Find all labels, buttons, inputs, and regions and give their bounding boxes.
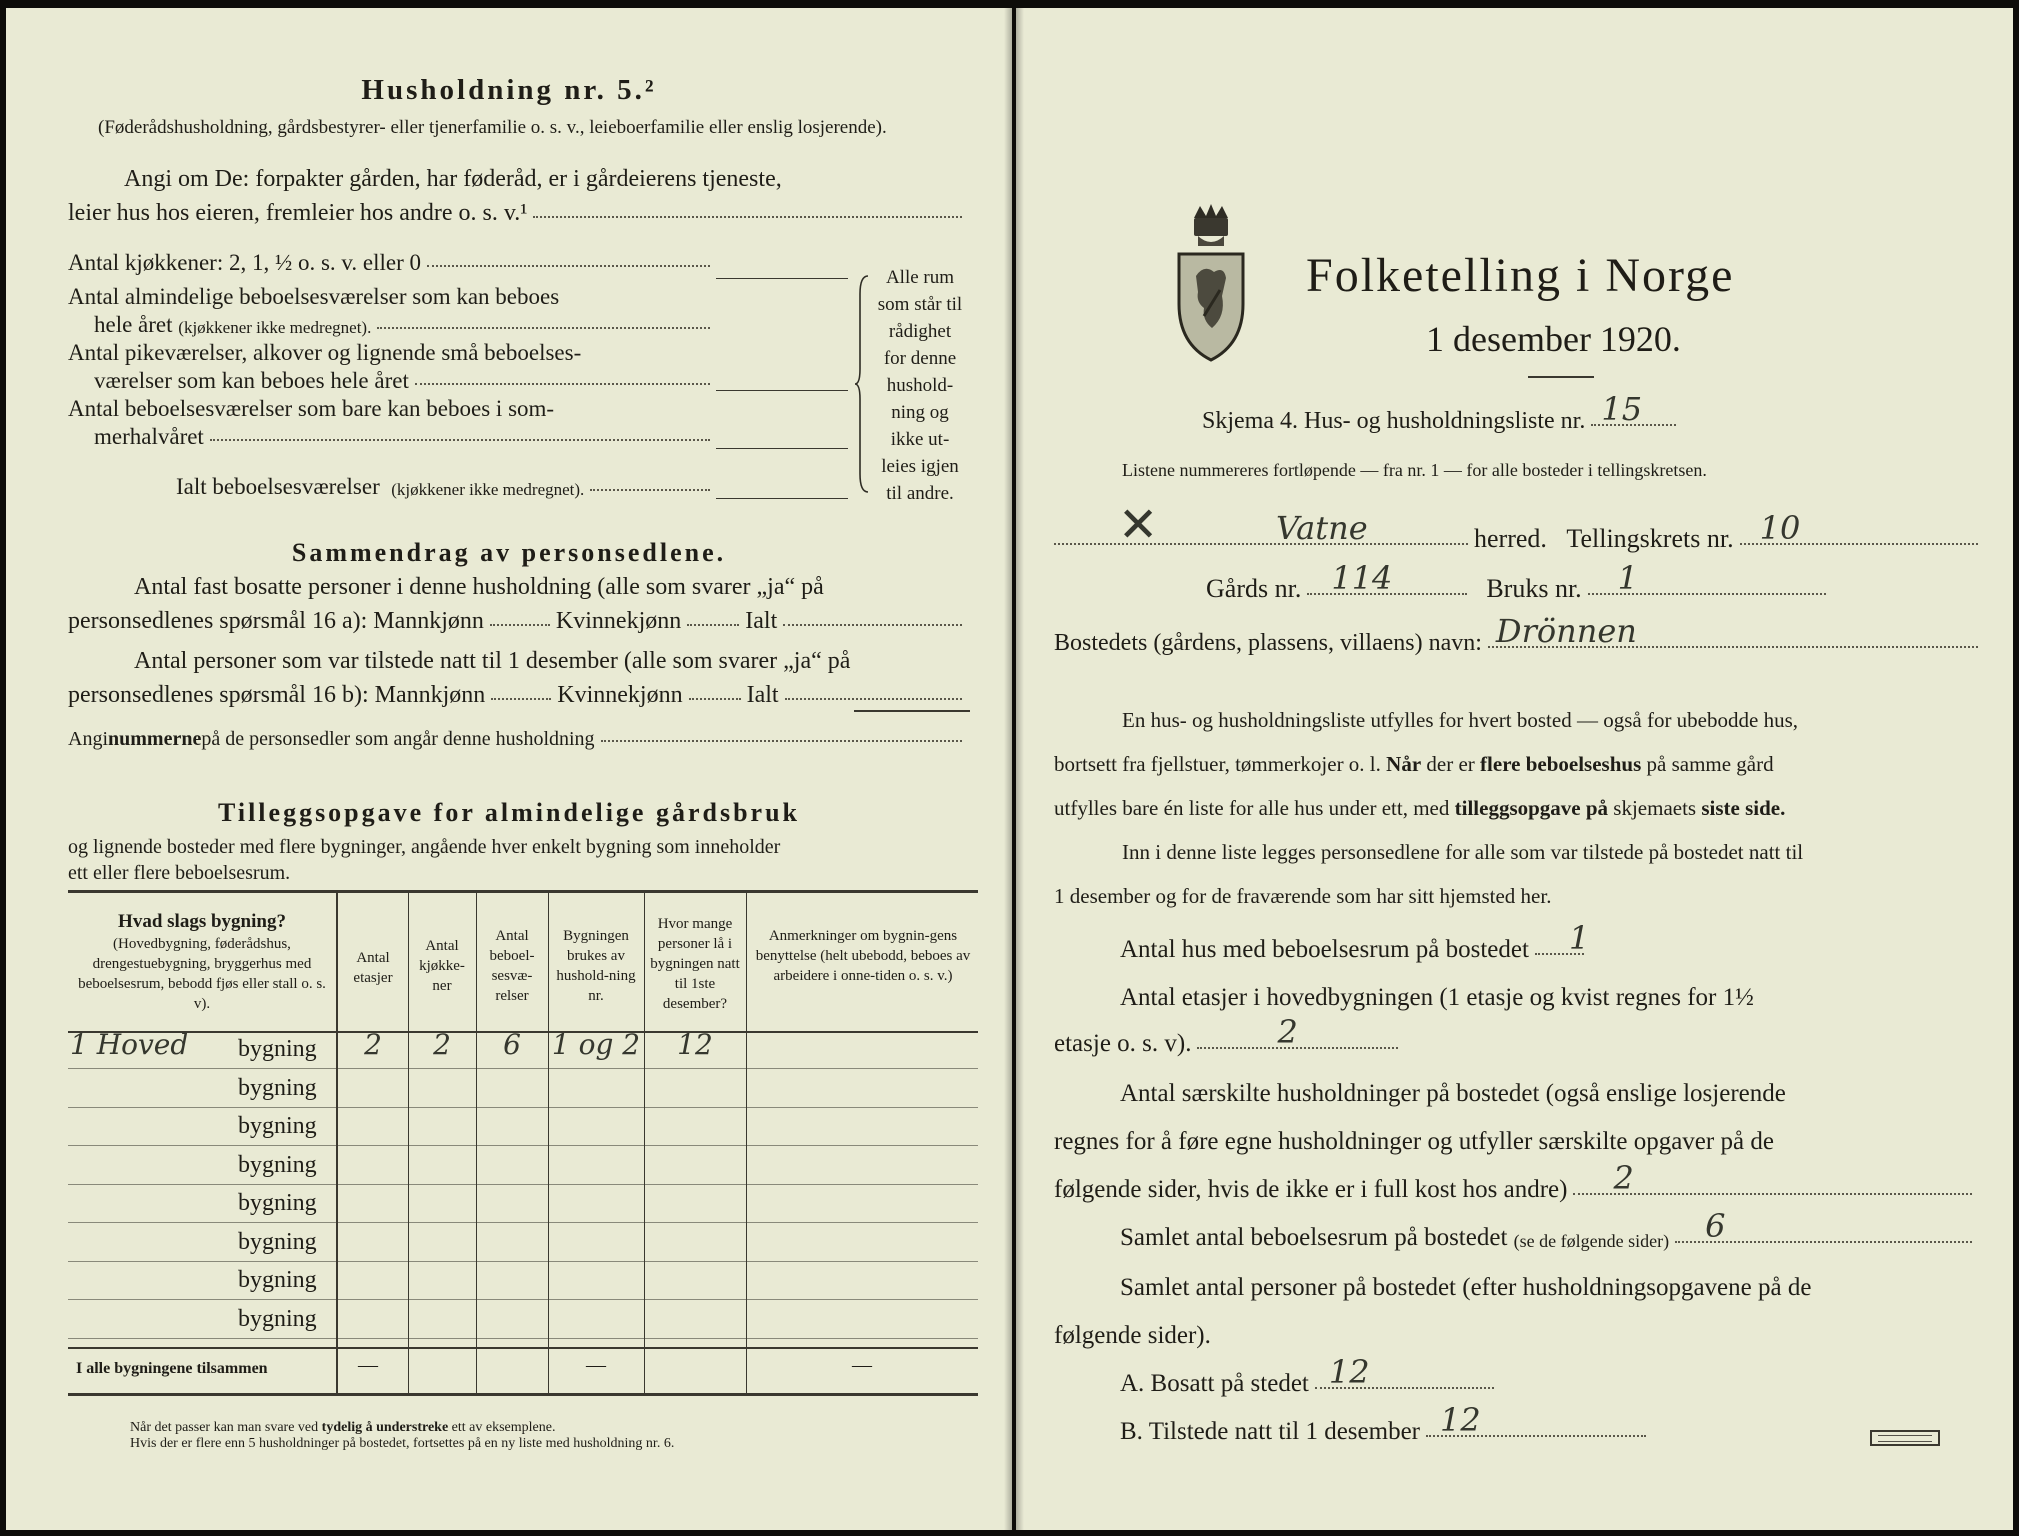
table-rule bbox=[644, 893, 645, 1393]
leader-line bbox=[1315, 1353, 1494, 1391]
header-husholdning: Bygningen brukes av hushold-ning nr. bbox=[556, 928, 636, 1004]
row-rule bbox=[68, 1184, 978, 1185]
tilstede-value: 12 bbox=[1440, 1401, 1481, 1439]
instruction-2-pre: bortsett fra fjellstuer, tømmerkojer o. l. bbox=[1054, 752, 1387, 776]
instruction-5: 1 desember og for de fraværende som har sitt hjemsted her. bbox=[1054, 884, 1552, 908]
nummerne-bold: nummerne bbox=[108, 728, 202, 750]
left-page bbox=[6, 8, 1012, 1530]
census-date: 1 desember 1920. bbox=[1426, 319, 1681, 359]
alm-row bbox=[94, 312, 716, 338]
instruction-3-bold: tilleggsopgave på bbox=[1454, 796, 1609, 820]
nummerne-post: på de personsedler som angår denne husholdning bbox=[201, 728, 595, 750]
listene-note: Listene nummereres fortløpende — fra nr. 1 — for alle bosteder i tellingskretsen. bbox=[1122, 460, 1707, 480]
norway-coat-of-arms-icon bbox=[1174, 204, 1248, 362]
alm-label-2: hele året bbox=[94, 312, 173, 337]
kjokken-label: Antal kjøkkener: 2, 1, ½ o. s. v. eller 0 bbox=[68, 250, 422, 275]
bygning-label: bygning bbox=[238, 1228, 317, 1255]
leader-line bbox=[783, 623, 962, 626]
leader-line bbox=[1488, 612, 1978, 650]
leader-line bbox=[533, 215, 962, 218]
instruction-2-post: på samme gård bbox=[1641, 752, 1774, 776]
instruction-1: En hus- og husholdningsliste utfylles for hvert bosted — også for ubebodde hus, bbox=[1122, 708, 1798, 732]
herred-label: herred. bbox=[1474, 524, 1547, 553]
total-dash: — bbox=[358, 1354, 378, 1376]
table-rule bbox=[68, 1393, 978, 1396]
cell-personer: 12 bbox=[677, 1028, 713, 1061]
instruction-2 bbox=[1054, 752, 1774, 777]
kjokken-row bbox=[68, 250, 716, 276]
sammendrag-title: Sammendrag av personsedlene. bbox=[291, 538, 727, 567]
answer-line bbox=[854, 710, 970, 712]
bygning-label: bygning bbox=[238, 1113, 317, 1139]
nummerne-row bbox=[68, 728, 968, 751]
household-subtitle: (Føderådshusholdning, gårdsbestyrer- eller tjenerfamilie o. s. v., leieboerfamilie eller enslig losjerende). bbox=[98, 117, 887, 138]
hus-row bbox=[1120, 919, 1590, 964]
etasjer-label-2: etasje o. s. v). bbox=[1054, 1030, 1192, 1057]
bosatt-value: 12 bbox=[1328, 1353, 1370, 1391]
bosted-value: Drönnen bbox=[1495, 612, 1637, 650]
bygning-label: bygning bbox=[238, 1074, 317, 1101]
brace-note-line: rådighet bbox=[888, 321, 952, 342]
table-rule bbox=[746, 893, 747, 1393]
etasjer-value: 2 bbox=[1277, 1013, 1298, 1051]
leader-line bbox=[491, 697, 551, 700]
hus-label: Antal hus med beboelsesrum på bostedet bbox=[1120, 936, 1529, 963]
header-building-type-title: Hvad slags bygning? bbox=[118, 911, 286, 932]
ialt-label: Ialt bbox=[746, 682, 779, 708]
title-rule bbox=[1528, 376, 1594, 378]
footnote-2: Hvis der er flere enn 5 husholdninger på bostedet, fortsettes på en ny liste med husholdning nr. 6. bbox=[130, 1436, 675, 1451]
angi-line-2-row bbox=[68, 200, 968, 227]
header-building-type-sub: (Hovedbygning, føderådshus, drengestuebygning, bryggerhus med beboelsesrum, bebodd fjøs eller stall o. s. v). bbox=[78, 936, 326, 1012]
leader-line bbox=[1573, 1159, 1972, 1197]
brace-note-line: for denne bbox=[883, 348, 957, 369]
instruction-2-bold: flere beboelseshus bbox=[1480, 752, 1642, 776]
bosted-label: Bostedets (gårdens, plassens, villaens) navn: bbox=[1054, 630, 1482, 656]
row-rule bbox=[68, 1299, 978, 1300]
footnote-1 bbox=[130, 1420, 555, 1436]
total-dash: — bbox=[852, 1354, 872, 1376]
census-title: Folketelling i Norge bbox=[1306, 249, 1735, 302]
brace-note-line: ikke ut- bbox=[890, 429, 950, 450]
row-rule bbox=[68, 1145, 978, 1146]
cross-mark: ✕ bbox=[1118, 497, 1159, 553]
row-rule bbox=[68, 1261, 978, 1262]
kvinnekjonn-label: Kvinnekjønn bbox=[555, 608, 682, 634]
pike-row bbox=[94, 368, 716, 394]
bosatt-row bbox=[1120, 1353, 1500, 1398]
sarskilte-1: Antal særskilte husholdninger på bostedet (også enslige losjerende bbox=[1120, 1080, 1786, 1107]
gards-label: Gårds nr. bbox=[1206, 574, 1302, 603]
table-rule bbox=[476, 893, 477, 1393]
leader-line bbox=[689, 697, 741, 700]
instruction-3-mid: skjemaets bbox=[1608, 796, 1702, 820]
table-rule bbox=[68, 1347, 978, 1349]
leader-line bbox=[1426, 1401, 1646, 1439]
cell-vaerelser: 6 bbox=[503, 1028, 521, 1061]
etasjer-row bbox=[1054, 1013, 1404, 1058]
leader-line bbox=[590, 488, 710, 491]
samlet-rum-value: 6 bbox=[1705, 1207, 1726, 1245]
tillegg-sub-1: og lignende bosteder med flere bygninger, angående hver enkelt bygning som inneholder bbox=[68, 836, 781, 858]
sammendrag-p1b-row bbox=[68, 608, 968, 635]
angi-line-1: Angi om De: forpakter gården, har føderåd, er i gårdeierens tjeneste, bbox=[124, 166, 782, 192]
ialt-row bbox=[176, 474, 716, 500]
samlet-rum-row bbox=[1120, 1207, 1978, 1252]
cell-etasjer: 2 bbox=[364, 1028, 382, 1061]
samlet-personer-1: Samlet antal personer på bostedet (efter husholdningsopgavene på de bbox=[1120, 1274, 1812, 1301]
sarskilte-row bbox=[1054, 1159, 1978, 1204]
bygning-label: bygning bbox=[238, 1190, 317, 1216]
instruction-2-mid: der er bbox=[1421, 752, 1481, 776]
bygning-label: bygning bbox=[238, 1305, 317, 1332]
leader-line bbox=[601, 739, 962, 742]
leader-line bbox=[785, 697, 962, 700]
nummerne-pre: Angi bbox=[68, 728, 108, 750]
cell-kjokken: 2 bbox=[433, 1028, 451, 1061]
table-rule bbox=[548, 893, 549, 1393]
sarskilte-3: følgende sider, hvis de ikke er i full kost hos andre) bbox=[1054, 1176, 1568, 1203]
answer-line bbox=[716, 390, 848, 391]
sommer-label-1: Antal beboelsesværelser som bare kan beboes i som- bbox=[68, 396, 555, 421]
tilstede-label: B. Tilstede natt til 1 desember bbox=[1120, 1418, 1420, 1445]
alm-label-small: (kjøkkener ikke medregnet). bbox=[178, 318, 372, 337]
brace-note-line: til andre. bbox=[886, 483, 954, 504]
leader-line bbox=[1591, 390, 1676, 428]
gards-value: 114 bbox=[1331, 559, 1393, 597]
sammendrag-p2b-row bbox=[68, 682, 968, 709]
sarskilte-2: regnes for å føre egne husholdninger og utfyller særskilte opgaver på de bbox=[1054, 1128, 1774, 1155]
ialt-label: Ialt beboelsesværelser bbox=[176, 474, 380, 499]
instruction-2-bold: Når bbox=[1386, 752, 1422, 776]
household-title: Husholdning nr. 5.² bbox=[361, 74, 657, 106]
brace-icon bbox=[854, 274, 870, 494]
footnote-1-bold: tydelig å understreke bbox=[321, 1420, 449, 1435]
krets-label: Tellingskrets nr. bbox=[1566, 524, 1734, 553]
brace-note bbox=[870, 264, 970, 507]
instruction-4: Inn i denne liste legges personsedlene for alle som var tilstede på bostedet natt til bbox=[1122, 840, 1804, 864]
header-personer: Hvor mange personer lå i bygningen natt til 1ste desember? bbox=[650, 916, 740, 1012]
angi-line-2: leier hus hos eieren, fremleier hos andre o. s. v.¹ bbox=[68, 200, 528, 226]
building-name: 1 Hoved bbox=[70, 1028, 189, 1061]
samlet-personer-2: følgende sider). bbox=[1054, 1322, 1211, 1349]
brace-note-line: ning og bbox=[891, 402, 949, 423]
page-fold bbox=[1016, 8, 1024, 1530]
bosatt-label: A. Bosatt på stedet bbox=[1120, 1370, 1309, 1397]
leader-line bbox=[1197, 1013, 1398, 1051]
herred-value: Vatne bbox=[1276, 509, 1368, 547]
ialt-label: Ialt bbox=[745, 608, 778, 634]
bruks-value: 1 bbox=[1617, 559, 1639, 597]
footnote-1-post: ett av eksemplene. bbox=[448, 1420, 556, 1435]
skjema-value: 15 bbox=[1601, 390, 1643, 428]
bruks-label: Bruks nr. bbox=[1486, 574, 1582, 603]
herred-row bbox=[1054, 497, 1984, 554]
leader-line bbox=[427, 264, 710, 267]
leader-line bbox=[415, 382, 710, 385]
sammendrag-p1b: personsedlenes spørsmål 16 a): Mannkjønn bbox=[68, 608, 484, 634]
row-rule bbox=[68, 1068, 978, 1069]
pike-label-2: værelser som kan beboes hele året bbox=[94, 368, 409, 393]
answer-line bbox=[716, 448, 848, 449]
leader-line bbox=[377, 326, 710, 329]
sommer-label-2: merhalvåret bbox=[94, 424, 204, 449]
instruction-3-bold: siste side. bbox=[1701, 796, 1786, 820]
bygning-label: bygning bbox=[238, 1267, 317, 1293]
instruction-3 bbox=[1054, 796, 1785, 821]
brace-note-line: hushold- bbox=[886, 375, 954, 396]
total-label: I alle bygningene tilsammen bbox=[76, 1360, 268, 1377]
leader-line bbox=[210, 438, 710, 441]
bygning-label: bygning bbox=[238, 1036, 317, 1062]
leader-line bbox=[687, 623, 739, 626]
printer-stamp-lines bbox=[1878, 1435, 1932, 1442]
instruction-3-pre: utfylles bare én liste for alle hus under ett, med bbox=[1054, 796, 1455, 820]
skjema-label: Skjema 4. Hus- og husholdningsliste nr. bbox=[1202, 408, 1586, 434]
tillegg-title: Tilleggsopgave for almindelige gårdsbruk bbox=[217, 798, 801, 827]
leader-line bbox=[1535, 919, 1590, 957]
bygning-label: bygning bbox=[238, 1151, 317, 1178]
ialt-label-small: (kjøkkener ikke medregnet). bbox=[391, 480, 585, 499]
answer-line bbox=[716, 498, 848, 499]
leader-line bbox=[1740, 509, 1978, 547]
answer-line bbox=[716, 278, 848, 279]
leader-line bbox=[1588, 559, 1826, 597]
table-rule bbox=[68, 890, 978, 893]
sammendrag-p2b: personsedlenes spørsmål 16 b): Mannkjønn bbox=[68, 682, 486, 708]
etasjer-label-1: Antal etasjer i hovedbygningen (1 etasje og kvist regnes for 1½ bbox=[1120, 984, 1754, 1011]
total-dash: — bbox=[586, 1354, 606, 1376]
krets-value: 10 bbox=[1759, 509, 1801, 547]
header-anmerkninger: Anmerkninger om bygnin-gens benyttelse (helt ubebodd, beboes av arbeidere i onne-tiden o. s. v.) bbox=[755, 928, 971, 984]
header-kjokkener: Antal kjøkke-ner bbox=[419, 938, 465, 994]
leader-line bbox=[1307, 559, 1467, 597]
sarskilte-value: 2 bbox=[1613, 1159, 1634, 1197]
row-rule bbox=[68, 1107, 978, 1108]
header-building-type bbox=[72, 910, 332, 1014]
pike-label-1: Antal pikeværelser, alkover og lignende små beboelses- bbox=[68, 340, 582, 365]
table-rule bbox=[336, 893, 338, 1393]
sommer-row bbox=[94, 424, 716, 450]
brace-note-line: leies igjen bbox=[881, 456, 959, 477]
printer-stamp bbox=[1870, 1430, 1940, 1446]
header-vaerelser: Antal beboel-sesvæ-relser bbox=[489, 928, 535, 1004]
samlet-rum-small: (se de følgende sider) bbox=[1513, 1231, 1670, 1251]
tillegg-sub-2: ett eller flere beboelsesrum. bbox=[68, 862, 291, 884]
leader-line bbox=[1054, 497, 1468, 553]
row-rule bbox=[68, 1222, 978, 1223]
table-rule bbox=[408, 893, 409, 1393]
leader-line bbox=[490, 623, 550, 626]
right-page bbox=[1016, 8, 2013, 1530]
brace-note-line: som står til bbox=[877, 294, 963, 315]
row-rule bbox=[68, 1338, 978, 1339]
footnote-1-pre: Når det passer kan man svare ved bbox=[130, 1420, 322, 1435]
cell-husholdning: 1 og 2 bbox=[551, 1028, 641, 1061]
brace-note-line: Alle rum bbox=[885, 267, 955, 288]
leader-line bbox=[1675, 1207, 1972, 1245]
sammendrag-p1a: Antal fast bosatte personer i denne husholdning (alle som svarer „ja“ på bbox=[134, 574, 824, 600]
alm-label-1: Antal almindelige beboelsesværelser som kan beboes bbox=[68, 284, 560, 309]
samlet-rum-label: Samlet antal beboelsesrum på bostedet bbox=[1120, 1224, 1508, 1251]
page-fold bbox=[1004, 8, 1012, 1530]
skjema-row bbox=[1202, 390, 1682, 435]
header-etasjer: Antal etasjer bbox=[353, 950, 393, 986]
tilstede-row bbox=[1120, 1401, 1652, 1446]
gards-row bbox=[1206, 559, 1832, 604]
sammendrag-p2a: Antal personer som var tilstede natt til 1 desember (alle som svarer „ja“ på bbox=[134, 648, 851, 674]
bosted-row bbox=[1054, 612, 1984, 657]
kvinnekjonn-label: Kvinnekjønn bbox=[557, 682, 683, 708]
hus-value: 1 bbox=[1568, 919, 1590, 957]
